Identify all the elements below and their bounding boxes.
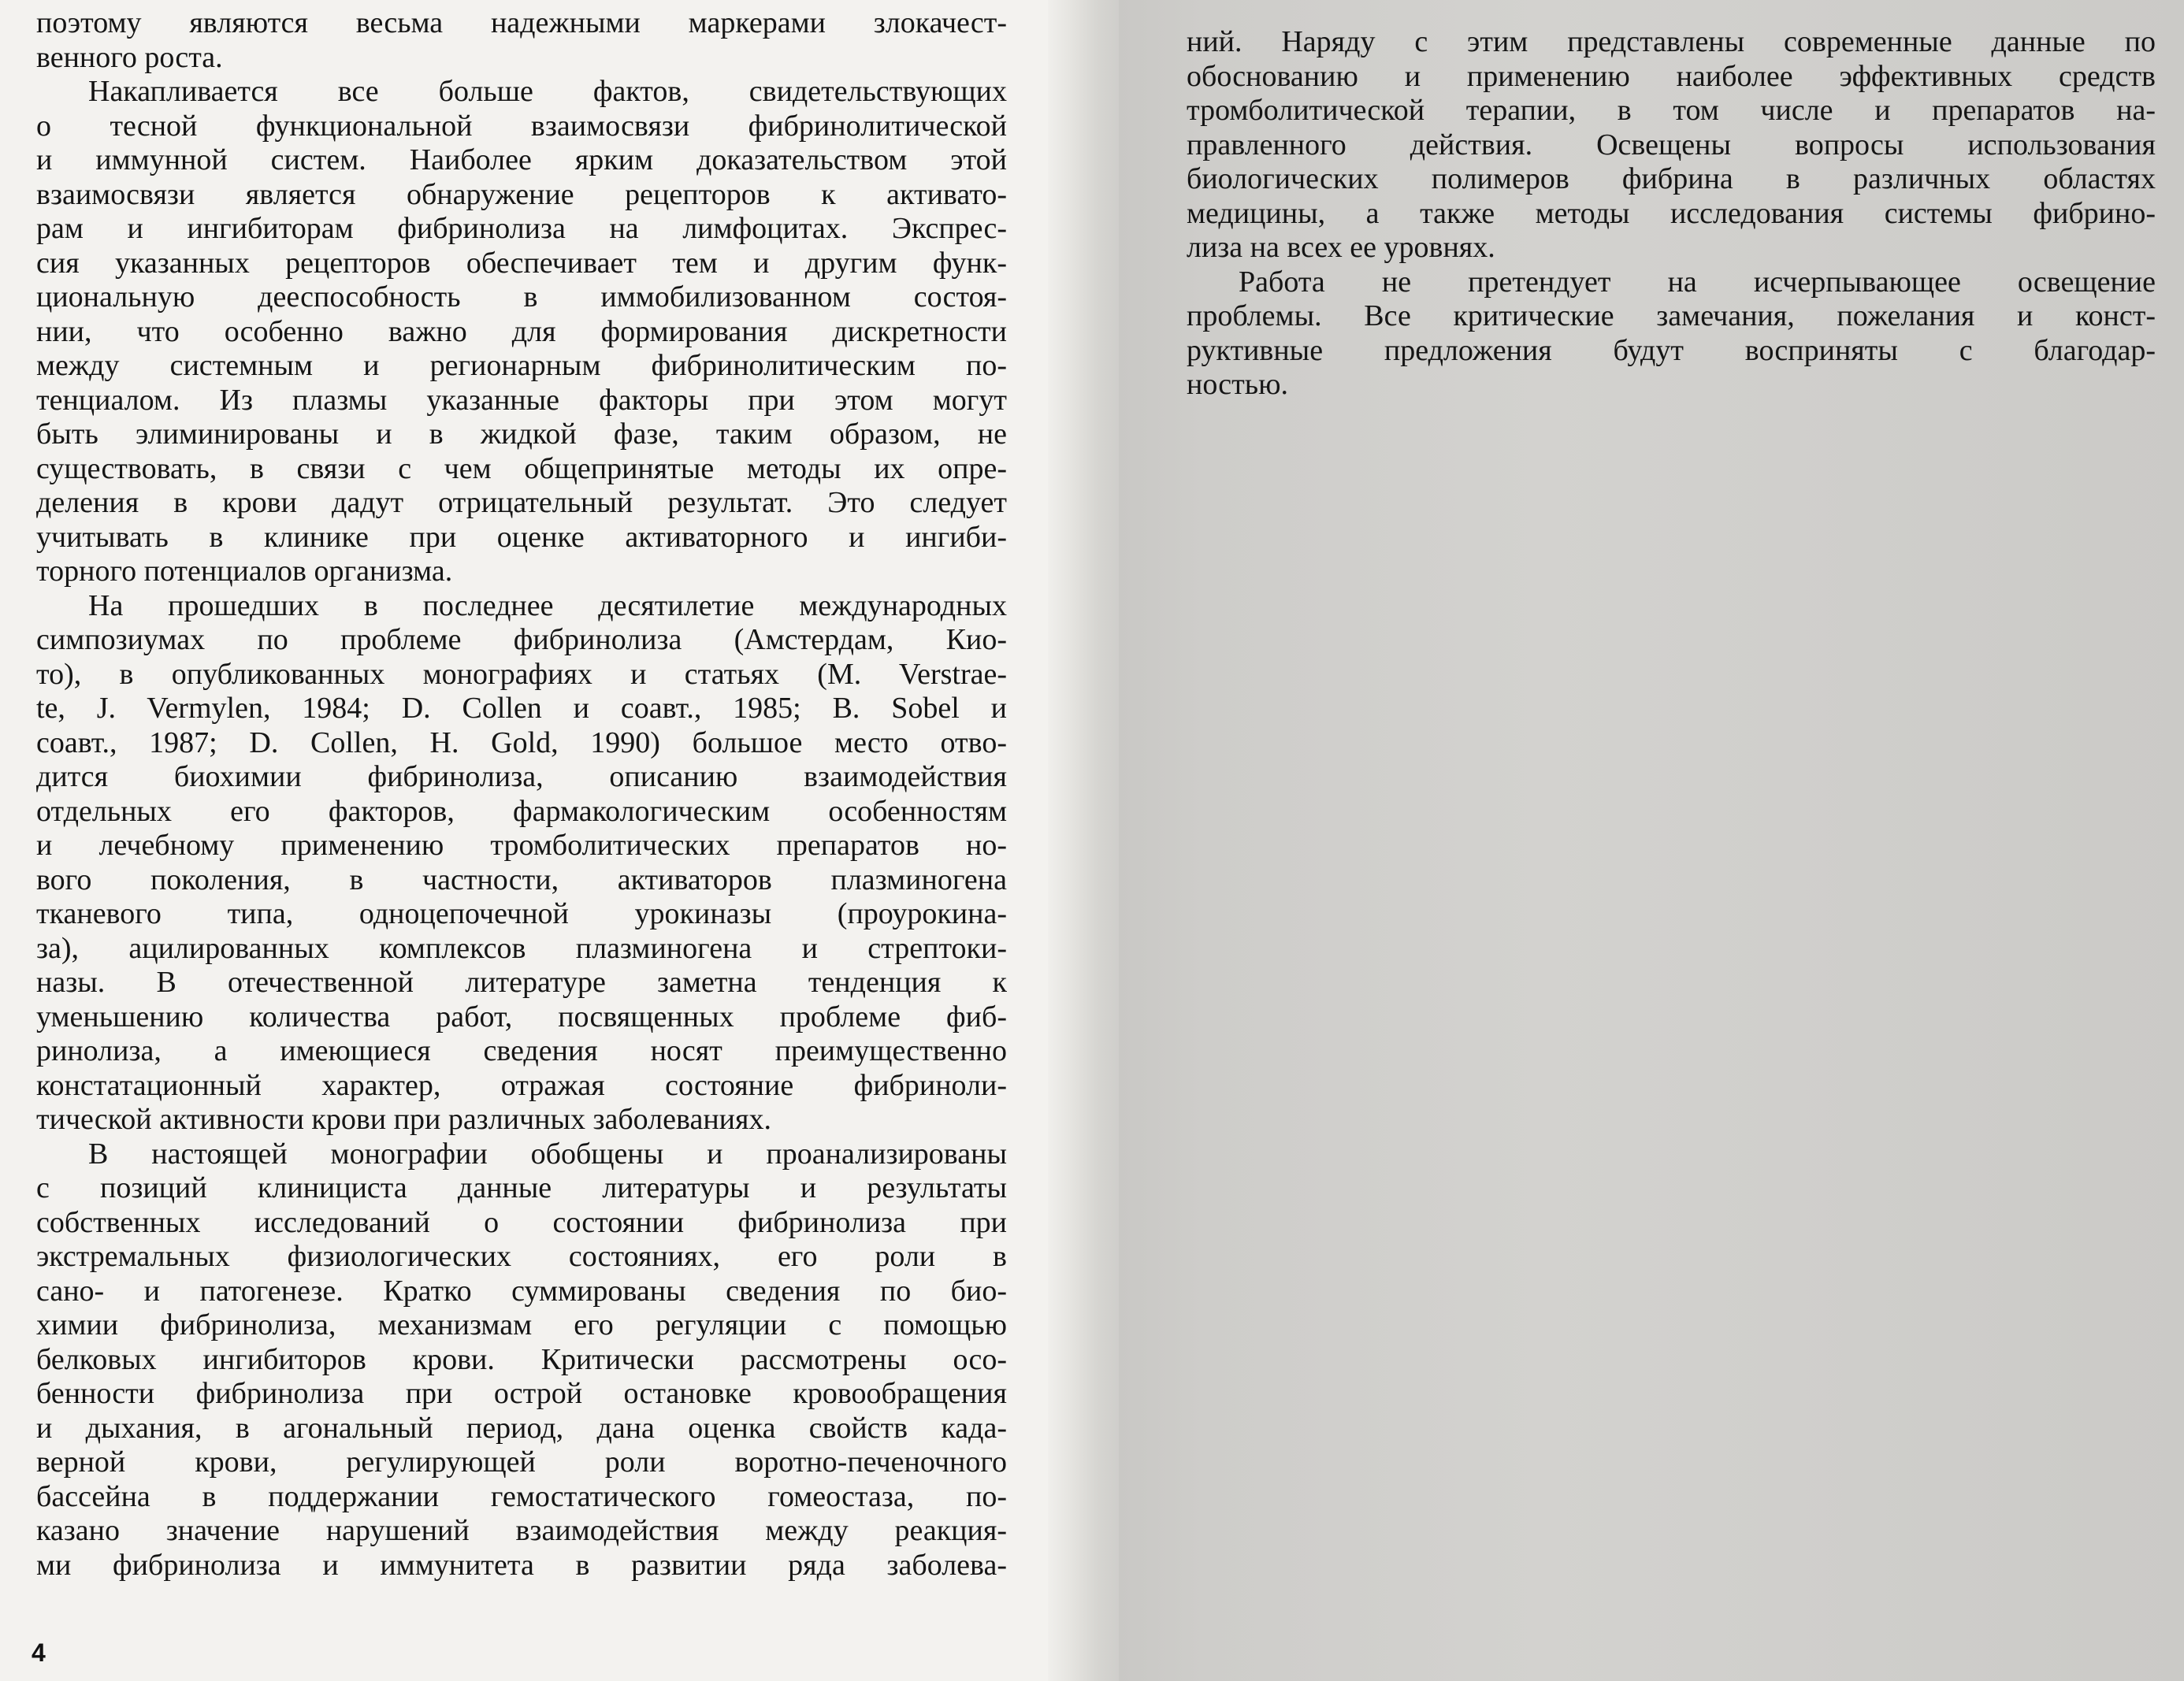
text-line: и лечебному применению тромболитических препаратов но- (36, 829, 1007, 862)
text-line: и дыхания, в агональный период, дана оценка свойств када- (36, 1411, 1007, 1445)
text-line: уменьшению количества работ, посвященных проблеме фиб- (36, 1000, 1007, 1033)
text-line: ми фибринолиза и иммунитета в развитии ряда заболева- (36, 1548, 1007, 1582)
text-line: обоснованию и применению наиболее эффективных средств (1187, 59, 2156, 93)
text-line: биологических полимеров фибрина в различных областях (1187, 162, 2156, 195)
text-line: тенциалом. Из плазмы указанные факторы при этом могут (36, 383, 1007, 417)
text-line: то), в опубликованных монографиях и статьях (M. Verstrae- (36, 657, 1007, 691)
text-line: казано значение нарушений взаимодействия между реакция- (36, 1514, 1007, 1547)
text-line: ностью. (1187, 368, 1288, 401)
text-line: рам и ингибиторам фибринолиза на лимфоцитах. Экспрес- (36, 212, 1007, 245)
text-line: правленного действия. Освещены вопросы использования (1187, 128, 2156, 161)
text-line: На прошедших в последнее десятилетие международных (88, 588, 1007, 622)
text-line: между системным и регионарным фибринолитическим по- (36, 349, 1007, 382)
right-page-text (1187, 25, 2156, 403)
text-line: нии, что особенно важно для формирования дискретности (36, 314, 1007, 348)
text-line: соавт., 1987; D. Collen, H. Gold, 1990) большое место отво- (36, 725, 1007, 759)
text-line: В настоящей монографии обобщены и проанализированы (88, 1137, 1007, 1171)
text-line: ринолиза, а имеющиеся сведения носят преимущественно (36, 1034, 1007, 1067)
text-line: деления в крови дадут отрицательный результат. Это следует (36, 486, 1007, 519)
text-line: назы. В отечественной литературе заметна тенденция к (36, 966, 1007, 999)
text-line: экстремальных физиологических состояниях, его роли в (36, 1240, 1007, 1273)
text-line: сано- и патогенезе. Кратко суммированы сведения по био- (36, 1274, 1007, 1308)
text-line: химии фибринолиза, механизмам его регуляции с помощью (36, 1308, 1007, 1341)
text-line: циональную дееспособность в иммобилизованном состоя- (36, 280, 1007, 314)
text-line: руктивные предложения будут восприняты с благодар- (1187, 333, 2156, 367)
text-line: отдельных его факторов, фармакологическим особенностям (36, 794, 1007, 828)
text-line: Накапливается все больше фактов, свидетельствующих (88, 75, 1007, 108)
text-line: Работа не претендует на исчерпывающее освещение (1239, 265, 2156, 299)
text-line: верной крови, регулирующей роли воротно-печеночного (36, 1445, 1007, 1479)
text-line: лиза на всех ее уровнях. (1187, 231, 1495, 264)
text-line: торного потенциалов организма. (36, 555, 453, 588)
text-line: белковых ингибиторов крови. Критически рассмотрены осо- (36, 1342, 1007, 1376)
text-line: медицины, а также методы исследования системы фибрино- (1187, 196, 2156, 230)
text-line: существовать, в связи с чем общепринятые методы их опре- (36, 451, 1007, 485)
text-line: быть элиминированы и в жидкой фазе, таким образом, не (36, 417, 1007, 451)
book-gutter (1048, 0, 1119, 1681)
text-line: дится биохимии фибринолиза, описанию взаимодействия (36, 760, 1007, 793)
text-line: бенности фибринолиза при острой остановке кровообращения (36, 1377, 1007, 1410)
text-line: о тесной функциональной взаимосвязи фибринолитической (36, 109, 1007, 143)
text-line: собственных исследований о состоянии фибринолиза при (36, 1205, 1007, 1239)
text-line: венного роста. (36, 40, 223, 74)
text-line: взаимосвязи является обнаружение рецепторов к активато- (36, 177, 1007, 211)
text-line: бассейна в поддержании гемостатического гомеостаза, по- (36, 1479, 1007, 1513)
text-line: за), ацилированных комплексов плазминогена и стрептоки- (36, 931, 1007, 965)
text-line: вого поколения, в частности, активаторов плазминогена (36, 863, 1007, 896)
text-line: с позиций клинициста данные литературы и результаты (36, 1171, 1007, 1204)
left-page-text (36, 6, 1007, 1583)
text-line: тической активности крови при различных заболеваниях. (36, 1103, 771, 1136)
text-line: ний. Наряду с этим представлены современные данные по (1187, 25, 2156, 58)
text-line: te, J. Vermylen, 1984; D. Collen и соавт., 1985; B. Sobel и (36, 692, 1007, 725)
text-line: и иммунной систем. Наиболее ярким доказательством этой (36, 143, 1007, 176)
page-number: 4 (32, 1638, 46, 1667)
text-line: симпозиумах по проблеме фибринолиза (Амстердам, Кио- (36, 623, 1007, 656)
text-line: тканевого типа, одноцепочечной урокиназы (проурокина- (36, 897, 1007, 930)
text-line: проблемы. Все критические замечания, пожелания и конст- (1187, 299, 2156, 332)
text-line: учитывать в клинике при оценке активаторного и ингиби- (36, 520, 1007, 554)
text-line: поэтому являются весьма надежными маркерами злокачест- (36, 6, 1007, 39)
text-line: сия указанных рецепторов обеспечивает тем и другим функ- (36, 246, 1007, 280)
text-line: тромболитической терапии, в том числе и препаратов на- (1187, 94, 2156, 127)
text-line: констатационный характер, отражая состояние фибриноли- (36, 1068, 1007, 1102)
